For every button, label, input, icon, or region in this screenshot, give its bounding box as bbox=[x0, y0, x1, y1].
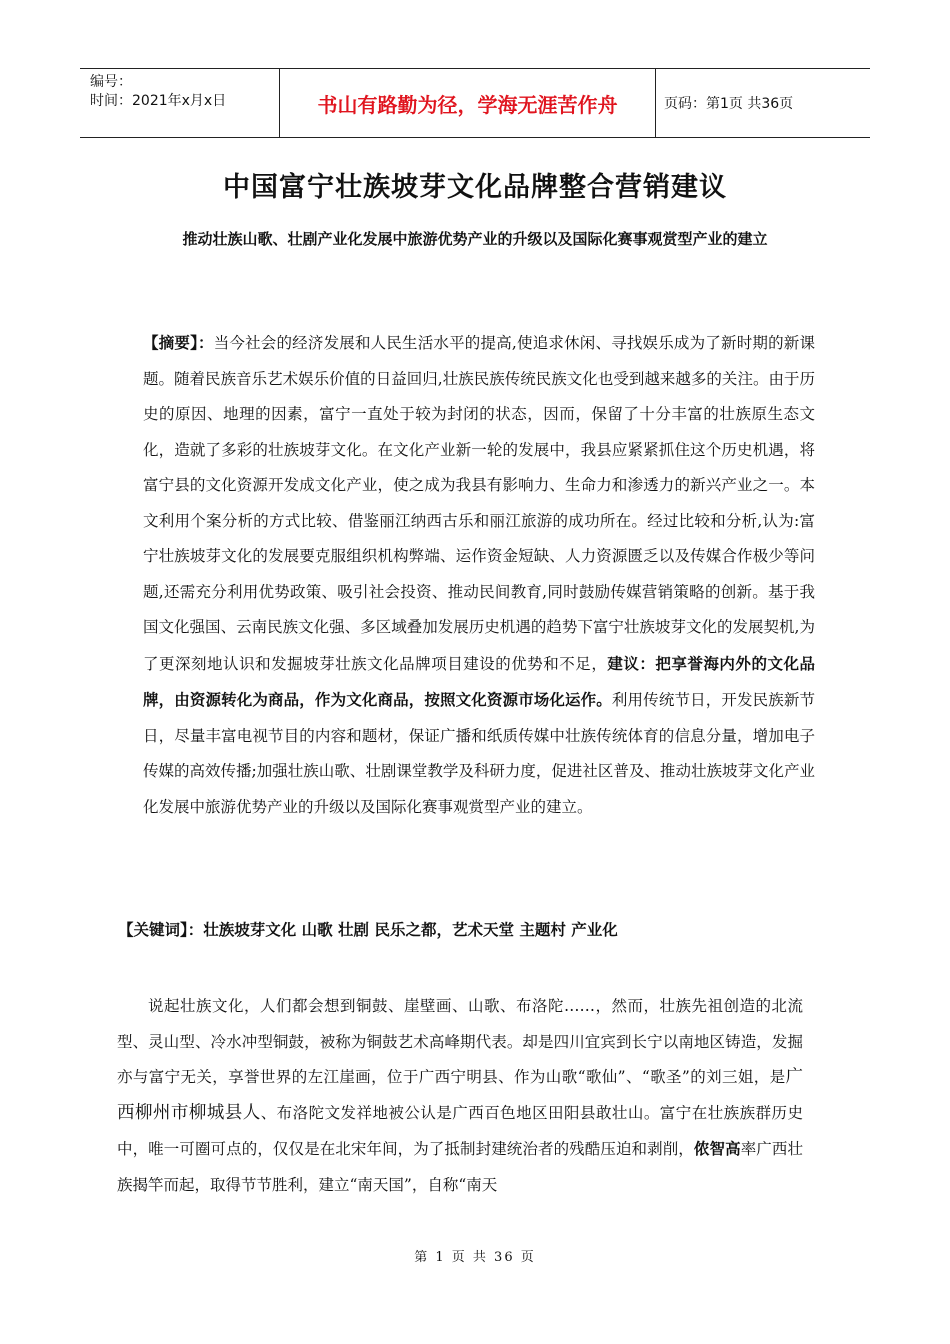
body-text-2: 、布洛陀文发祥地被公认是广西百色地区田阳县敢壮山。富宁在壮族族群历史中，唯一可圈可点的，仅仅是在北宋年间，为了抵制封建统治者的残酷压迫和剥削， bbox=[117, 1103, 804, 1158]
abstract-recommendation: 建议：把享誉海内外的文化品牌，由资源转化为商品，作为文化商品，按照文化资源市场化运作。 bbox=[143, 653, 815, 709]
body-text-3: 率广西壮族揭竿而起，取得节节胜利，建立“南天国”，自称“南天 bbox=[117, 1140, 803, 1194]
body-text-emphasis: 广西柳州市柳城县人 bbox=[117, 1067, 803, 1123]
body-paragraph bbox=[117, 989, 803, 1203]
header-motto: 书山有路勤为径，学海无涯苦作舟 bbox=[280, 69, 656, 137]
body-text-1: 说起壮族文化，人们都会想到铜鼓、崖壁画、山歌、布洛陀……，然而，壮族先祖创造的北流型、灵山型、冷水冲型铜鼓，被称为铜鼓艺术高峰期代表。却是四川宜宾到长宁以南地区铸造，发掘亦与富宁无关，享誉世界的左江崖画，位于广西宁明县、作为山歌“歌仙”、“歌圣”的刘三姐，是 bbox=[117, 997, 803, 1086]
abstract-paragraph bbox=[143, 325, 815, 825]
page-footer: 第 1 页 共 36 页 bbox=[414, 1250, 536, 1265]
header-page-info: 页码：第1页 共36页 bbox=[664, 96, 794, 112]
abstract-label: 【摘要】： bbox=[143, 333, 214, 352]
number-label: 编号： bbox=[90, 74, 132, 90]
abstract-text-1: 当今社会的经济发展和人民生活水平的提高,使追求休闲、寻找娱乐成为了新时期的新课题。随着民族音乐艺术娱乐价值的日益回归,壮族民族传统民族文化也受到越来越多的关注。由于历史的原因、地理的因素，富宁一直处于较为封闭的状态，因而，保留了十分丰富的壮族原生态文化，造就了多彩的壮族坡芽文化。在文化产业新一轮的发展中，我县应紧紧抓住这个历史机遇，将富宁县的文化资源开发成文化产业，使之成为我县有影响力、生命力和渗透力的新兴产业之一。本文利用个案分析的方式比较、借鉴丽江纳西古乐和丽江旅游的成功所在。经过比较和分析,认为:富宁壮族坡芽文化的发展要克服组织机构弊端、运作资金短缺、人力资源匮乏以及传媒合作极少等问题,还需充分利用优势政策、吸引社会投资、推动民间教育,同时鼓励传媒营销策略的创新。基于我国文化强国、云南民族文化强、多区域叠加发展历史机遇的趋势下富宁壮族坡芽文化的发展契机,为了更深刻地认识和发掘坡芽壮族文化品牌项目建设的优势和不足， bbox=[143, 334, 815, 673]
abstract-text-2: 利用传统节日，开发民族新节日，尽量丰富电视节目的内容和题材，保证广播和纸质传媒中壮族传统体育的信息分量，增加电子传媒的高效传播;加强壮族山歌、壮剧课堂教学及科研力度，促进社区普及、推动壮族坡芽文化产业化发展中旅游优势产业的升级以及国际化赛事观赏型产业的建立。 bbox=[143, 691, 815, 816]
keywords-line: 【关键词】：壮族坡芽文化 山歌 壮剧 民乐之都，艺术天堂 主题村 产业化 bbox=[118, 920, 618, 939]
time-label: 时间：2021年x月x日 bbox=[90, 93, 227, 109]
document-title: 中国富宁壮族坡芽文化品牌整合营销建议 bbox=[223, 172, 727, 203]
header-table bbox=[80, 68, 870, 138]
header-meta-cell bbox=[80, 69, 280, 137]
body-text-bold-name: 侬智高 bbox=[693, 1139, 741, 1158]
document-subtitle: 推动壮族山歌、壮剧产业化发展中旅游优势产业的升级以及国际化赛事观赏型产业的建立 bbox=[182, 230, 768, 248]
